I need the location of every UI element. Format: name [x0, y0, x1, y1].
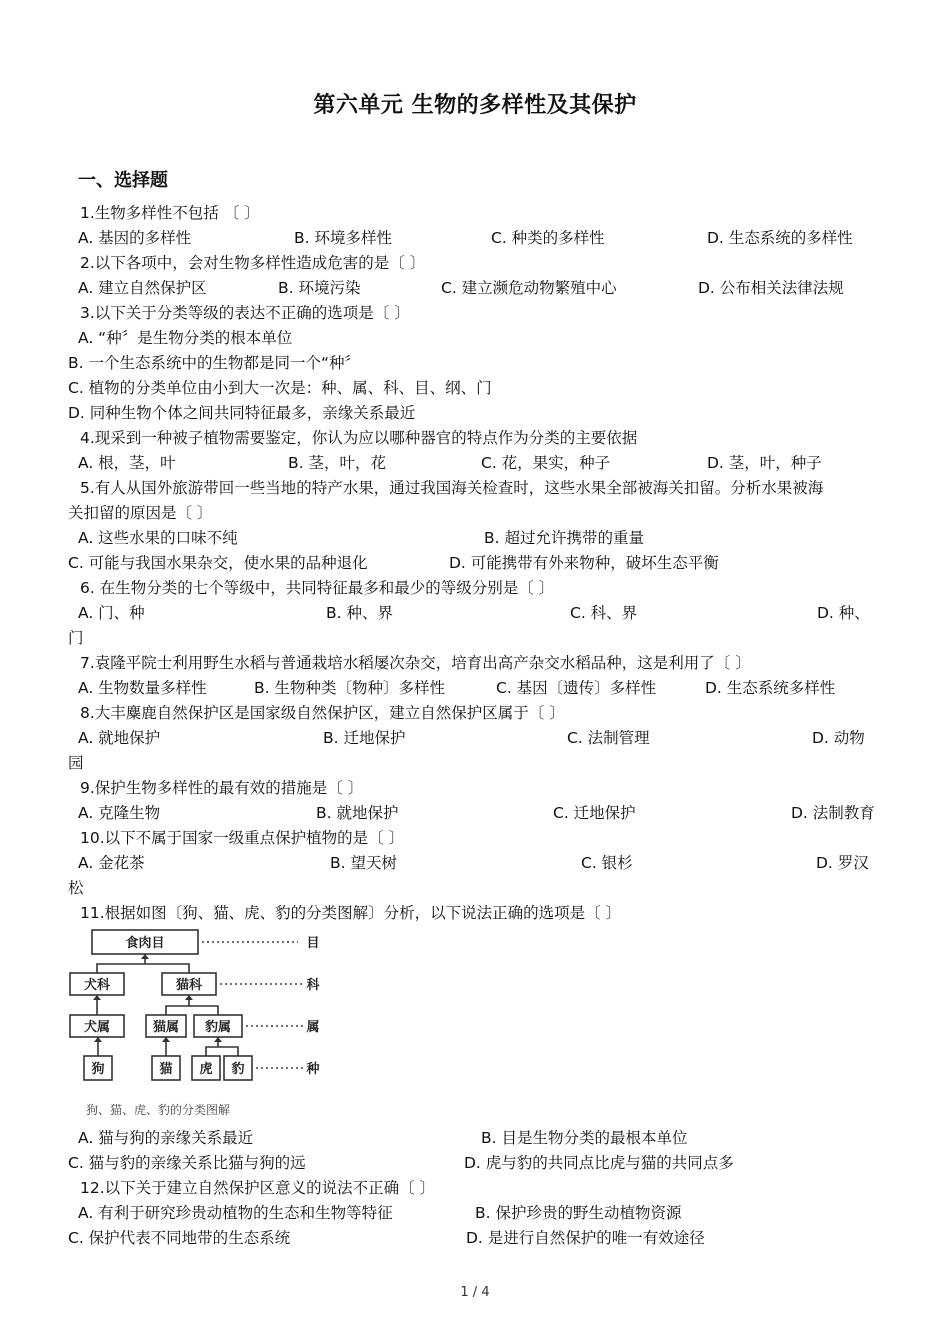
diagram-genus-label: 猫属 [152, 1020, 180, 1035]
q5-option-a[interactable]: A. 这些水果的口味不纯 [78, 529, 238, 547]
diagram-species-label: 豹 [231, 1062, 245, 1077]
q12-option-d[interactable]: D. 是进行自然保护的唯一有效途径 [466, 1229, 705, 1247]
q10-option-b[interactable]: B. 望天树 [330, 854, 397, 872]
question-5-stem: 5.有人从国外旅游带回一些当地的特产水果，通过我国海关检查时，这些水果全部被海关扣留。分析水果被海 [80, 479, 824, 497]
diagram-level-label: 种 [306, 1062, 320, 1077]
q1-option-a[interactable]: A. 基因的多样性 [78, 229, 192, 247]
q6-option-b[interactable]: B. 种、界 [326, 604, 393, 622]
page-number: 1 / 4 [460, 1285, 490, 1300]
q9-option-a[interactable]: A. 克隆生物 [78, 804, 161, 822]
q1-option-d[interactable]: D. 生态系统的多样性 [707, 229, 853, 247]
q10-option-d-wrap: 松 [68, 879, 84, 897]
q4-option-d[interactable]: D. 茎，叶，种子 [707, 454, 822, 472]
q2-option-b[interactable]: B. 环境污染 [278, 279, 361, 297]
diagram-species-label: 虎 [199, 1062, 213, 1077]
q4-option-a[interactable]: A. 根，茎，叶 [78, 454, 176, 472]
q3-option-c[interactable]: C. 植物的分类单位由小到大一次是：种、属、科、目、纲、门 [68, 379, 492, 397]
q3-option-a[interactable]: A. “种〞是生物分类的根本单位 [78, 329, 293, 347]
question-12-stem: 12.以下关于建立自然保护区意义的说法不正确〔 〕 [80, 1179, 436, 1197]
q2-option-d[interactable]: D. 公布相关法律法规 [698, 279, 844, 297]
diagram-species-label: 猫 [159, 1062, 173, 1077]
q5-option-c[interactable]: C. 可能与我国水果杂交，使水果的品种退化 [68, 554, 368, 572]
q11-option-b[interactable]: B. 目是生物分类的最根本单位 [481, 1129, 688, 1147]
q6-option-a[interactable]: A. 门、种 [78, 604, 145, 622]
question-10-stem: 10.以下不属于国家一级重点保护植物的是〔 〕 [80, 829, 405, 847]
q7-option-d[interactable]: D. 生态系统多样性 [705, 679, 836, 697]
question-6-stem: 6. 在生物分类的七个等级中，共同特征最多和最少的等级分别是〔 〕 [80, 579, 555, 597]
q9-option-b[interactable]: B. 就地保护 [316, 804, 399, 822]
q12-option-a[interactable]: A. 有利于研究珍贵动植物的生态和生物等特征 [78, 1204, 393, 1222]
q10-option-a[interactable]: A. 金花茶 [78, 854, 145, 872]
question-11-stem: 11.根据如图〔狗、猫、虎、豹的分类图解〕分析，以下说法正确的选项是〔 〕 [80, 904, 622, 922]
q6-option-c[interactable]: C. 科、界 [570, 604, 638, 622]
q11-option-a[interactable]: A. 猫与狗的亲缘关系最近 [78, 1129, 254, 1147]
q8-option-c[interactable]: C. 法制管理 [567, 729, 650, 747]
q9-option-c[interactable]: C. 迁地保护 [553, 804, 636, 822]
diagram-family-label: 猫科 [175, 978, 203, 993]
question-9-stem: 9.保护生物多样性的最有效的措施是〔 〕 [80, 779, 364, 797]
diagram-order-label: 食肉目 [125, 936, 165, 951]
diagram-level-label: 目 [306, 936, 320, 951]
q2-option-a[interactable]: A. 建立自然保护区 [78, 279, 207, 297]
q7-option-b[interactable]: B. 生物种类〔物种〕多样性 [254, 679, 445, 697]
diagram-level-label: 科 [306, 978, 320, 993]
question-5-stem-continued: 关扣留的原因是〔 〕 [68, 504, 213, 522]
classification-diagram [66, 926, 328, 1122]
q1-option-c[interactable]: C. 种类的多样性 [491, 229, 605, 247]
q3-option-b[interactable]: B. 一个生态系统中的生物都是同一个“种〞 [68, 354, 361, 372]
q12-option-b[interactable]: B. 保护珍贵的野生动植物资源 [475, 1204, 682, 1222]
question-7-stem: 7.袁隆平院士利用野生水稻与普通栽培水稻屡次杂交，培育出高产杂交水稻品种，这是利用了〔 〕 [80, 654, 751, 672]
q12-option-c[interactable]: C. 保护代表不同地带的生态系统 [68, 1229, 291, 1247]
diagram-caption: 狗、猫、虎、豹的分类图解 [86, 1103, 231, 1117]
question-3-stem: 3.以下关于分类等级的表达不正确的选项是〔 〕 [80, 304, 410, 322]
q6-option-d-wrap: 门 [68, 629, 84, 647]
q2-option-c[interactable]: C. 建立濒危动物繁殖中心 [441, 279, 617, 297]
question-8-stem: 8.大丰麋鹿自然保护区是国家级自然保护区，建立自然保护区属于〔 〕 [80, 704, 565, 722]
q9-option-d[interactable]: D. 法制教育 [791, 804, 875, 822]
q5-option-d[interactable]: D. 可能携带有外来物种，破坏生态平衡 [449, 554, 719, 572]
page-title: 第六单元 生物的多样性及其保护 [313, 93, 637, 118]
q8-option-a[interactable]: A. 就地保护 [78, 729, 161, 747]
diagram-species-label: 狗 [91, 1062, 105, 1077]
q11-option-d[interactable]: D. 虎与豹的共同点比虎与猫的共同点多 [464, 1154, 734, 1172]
q7-option-a[interactable]: A. 生物数量多样性 [78, 679, 207, 697]
diagram-genus-label: 犬属 [83, 1020, 111, 1035]
q3-option-d[interactable]: D. 同种生物个体之间共同特征最多，亲缘关系最近 [68, 404, 416, 422]
diagram-level-label: 属 [306, 1020, 320, 1035]
q1-option-b[interactable]: B. 环境多样性 [294, 229, 392, 247]
q10-option-c[interactable]: C. 银杉 [581, 854, 633, 872]
q8-option-d[interactable]: D. 动物 [812, 729, 865, 747]
section-heading: 一、选择题 [78, 170, 168, 191]
q8-option-b[interactable]: B. 迁地保护 [323, 729, 406, 747]
q4-option-c[interactable]: C. 花，果实，种子 [481, 454, 611, 472]
question-2-stem: 2.以下各项中，会对生物多样性造成危害的是〔 〕 [80, 254, 426, 272]
q10-option-d[interactable]: D. 罗汉 [816, 854, 869, 872]
q11-option-c[interactable]: C. 猫与豹的亲缘关系比猫与狗的远 [68, 1154, 306, 1172]
q5-option-b[interactable]: B. 超过允许携带的重量 [484, 529, 644, 547]
diagram-genus-label: 豹属 [204, 1020, 232, 1035]
q6-option-d[interactable]: D. 种、 [817, 604, 870, 622]
q7-option-c[interactable]: C. 基因〔遗传〕多样性 [496, 679, 657, 697]
q4-option-b[interactable]: B. 茎，叶，花 [288, 454, 386, 472]
question-4-stem: 4.现采到一种被子植物需要鉴定，你认为应以哪种器官的特点作为分类的主要依据 [80, 429, 638, 447]
question-1-stem: 1.生物多样性不包括 〔 〕 [80, 204, 260, 222]
q8-option-d-wrap: 园 [68, 754, 84, 772]
diagram-family-label: 犬科 [83, 978, 111, 993]
